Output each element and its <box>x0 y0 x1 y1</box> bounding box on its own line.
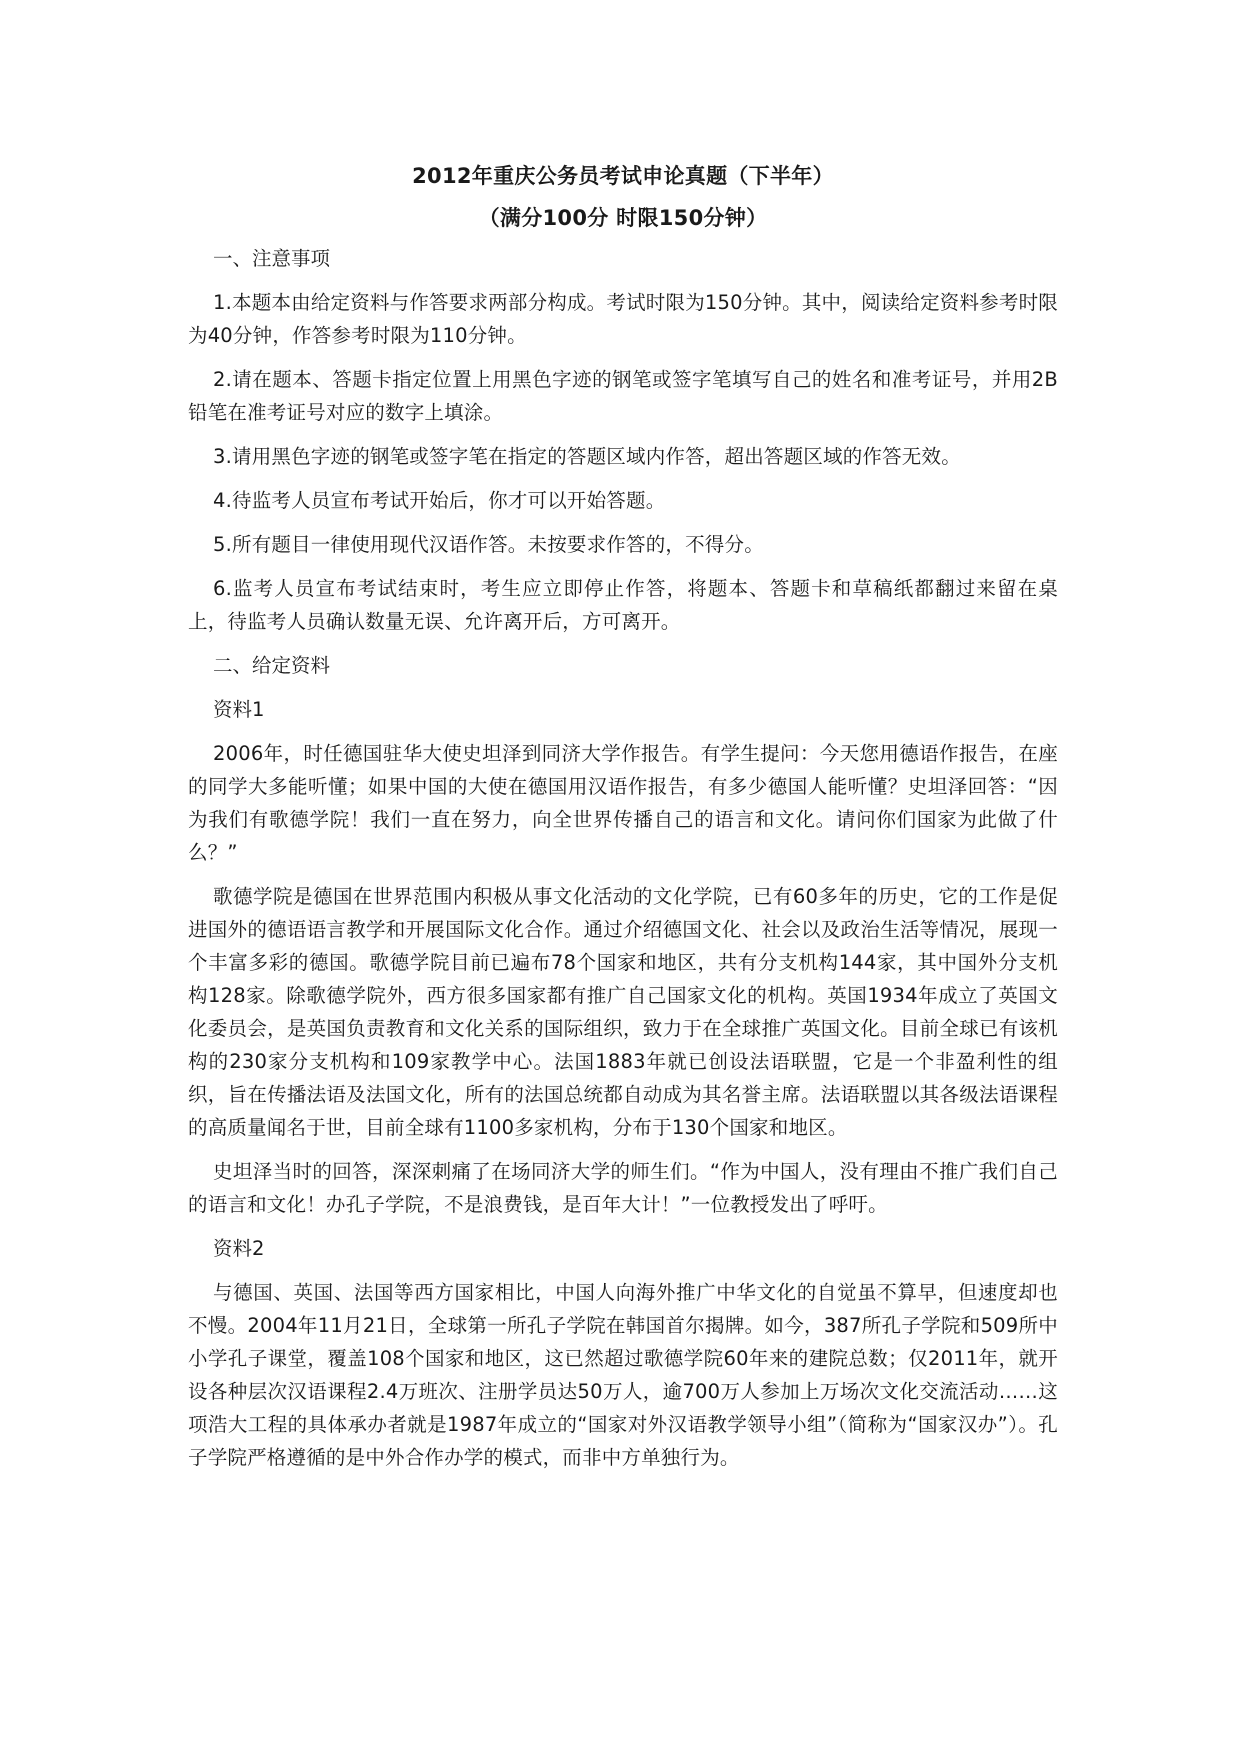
material-1-paragraph: 歌德学院是德国在世界范围内积极从事文化活动的文化学院，已有60多年的历史，它的工作是促进国外的德语语言教学和开展国际文化合作。通过介绍德国文化、社会以及政治生活等情况，展现一个丰富多彩的德国。歌德学院目前已遍布78个国家和地区，共有分支机构144家，其中国外分支机构128家。除歌德学院外，西方很多国家都有推广自己国家文化的机构。英国1934年成立了英国文化委员会，是英国负责教育和文化关系的国际组织，致力于在全球推广英国文化。目前全球已有该机构的230家分支机构和109家教学中心。法国1883年就已创设法语联盟，它是一个非盈利性的组织，旨在传播法语及法国文化，所有的法国总统都自动成为其名誉主席。法语联盟以其各级法语课程的高质量闻名于世，目前全球有1100多家机构，分布于130个国家和地区。 <box>188 885 1058 1139</box>
note-item: 2.请在题本、答题卡指定位置上用黑色字迹的钢笔或签字笔填写自己的姓名和准考证号，并用2B铅笔在准考证号对应的数字上填涂。 <box>188 368 1058 424</box>
material-2-paragraph: 与德国、英国、法国等西方国家相比，中国人向海外推广中华文化的自觉虽不算早，但速度却也不慢。2004年11月21日，全球第一所孔子学院在韩国首尔揭牌。如今，387所孔子学院和509所中小学孔子课堂，覆盖108个国家和地区，这已然超过歌德学院60年来的建院总数；仅2011年，就开设各种层次汉语课程2.4万班次、注册学员达50万人，逾700万人参加上万场次文化交流活动……这项浩大工程的具体承办者就是1987年成立的“国家对外汉语教学领导小组”（简称为“国家汉办”）。孔子学院严格遵循的是中外合作办学的模式，而非中方单独行为。 <box>188 1281 1058 1469</box>
section-heading-notes: 一、注意事项 <box>213 247 331 270</box>
material-1-paragraph: 史坦泽当时的回答，深深刺痛了在场同济大学的师生们。“作为中国人，没有理由不推广我们自己的语言和文化！办孔子学院，不是浪费钱，是百年大计！”一位教授发出了呼吁。 <box>188 1160 1058 1216</box>
note-item: 1.本题本由给定资料与作答要求两部分构成。考试时限为150分钟。其中，阅读给定资料参考时限为40分钟，作答参考时限为110分钟。 <box>188 291 1058 347</box>
material-2-heading: 资料2 <box>213 1237 265 1260</box>
material-1-heading: 资料1 <box>213 698 265 721</box>
note-item: 4.待监考人员宣布考试开始后，你才可以开始答题。 <box>213 489 666 512</box>
document-title: 2012年重庆公务员考试申论真题（下半年） <box>412 164 834 188</box>
section-heading-materials: 二、给定资料 <box>213 654 331 677</box>
document-subtitle: （满分100分 时限150分钟） <box>478 206 768 230</box>
material-1-paragraph: 2006年，时任德国驻华大使史坦泽到同济大学作报告。有学生提问：今天您用德语作报告，在座的同学大多能听懂；如果中国的大使在德国用汉语作报告，有多少德国人能听懂？史坦泽回答：“因为我们有歌德学院！我们一直在努力，向全世界传播自己的语言和文化。请问你们国家为此做了什么？” <box>188 742 1058 864</box>
note-item: 3.请用黑色字迹的钢笔或签字笔在指定的答题区域内作答，超出答题区域的作答无效。 <box>213 445 961 468</box>
document-page <box>188 160 1058 1485</box>
note-item: 5.所有题目一律使用现代汉语作答。未按要求作答的，不得分。 <box>213 533 764 556</box>
note-item: 6.监考人员宣布考试结束时，考生应立即停止作答，将题本、答题卡和草稿纸都翻过来留在桌上，待监考人员确认数量无误、允许离开后，方可离开。 <box>188 577 1058 633</box>
